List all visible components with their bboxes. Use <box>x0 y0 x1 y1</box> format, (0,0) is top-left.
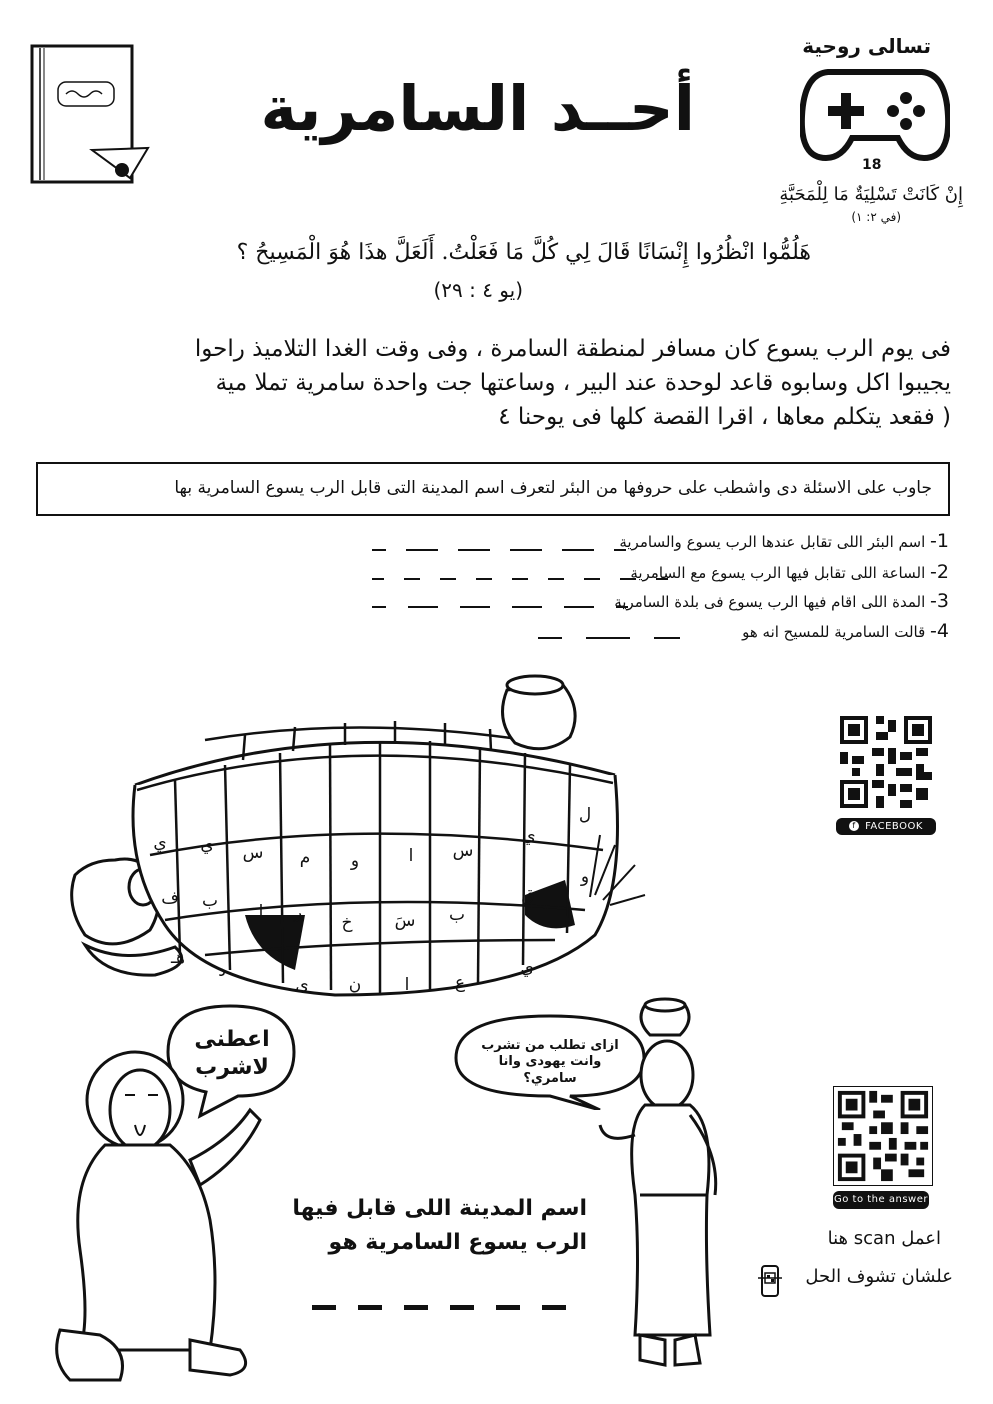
facebook-label[interactable] <box>836 818 936 835</box>
story-line: يجيبوا اكل وسابوه قاعد لوحدة عند البير ، وساعتها جت واحدة سامرية تملا مية <box>215 370 951 396</box>
verse-reference: (يو ٤ : ٢٩) <box>433 278 523 302</box>
well-letter[interactable]: ى <box>295 975 309 995</box>
well-letter[interactable]: ل <box>578 805 592 825</box>
tagline: إِنْ كَانَتْ تَسْلِيَةٌ مَا لِلْمَحَبَّةِ <box>779 184 963 205</box>
well-letter[interactable]: ر <box>293 903 303 923</box>
well-letter[interactable]: س <box>452 841 474 861</box>
well-letter[interactable]: ف <box>161 888 179 908</box>
question-text: قالت السامرية للمسيح انه هو <box>742 623 926 641</box>
well-letter[interactable]: هـ <box>171 948 185 968</box>
well-letter[interactable]: ي <box>520 958 534 978</box>
answer-blanks[interactable] <box>372 549 626 551</box>
well-letter[interactable]: ب <box>201 891 219 911</box>
well-letter[interactable]: ب <box>448 905 466 925</box>
samaritan-woman-illustration <box>595 995 735 1379</box>
woman-speech-text: ازاى تطلب من تشرب وانت يهودى وانا سامري؟ <box>481 1038 619 1086</box>
question-4 <box>742 620 949 642</box>
bible-book-icon <box>30 44 155 194</box>
story-line: فى يوم الرب يسوع كان مسافر لمنطقة السامرة ، وفى وقت الغدا التلاميذ راحوا <box>194 336 951 362</box>
instruction-box <box>36 462 950 516</box>
question-text: اسم البئر اللى تقابل عندها الرب يسوع والسامرية <box>619 533 926 551</box>
answer-blanks[interactable] <box>372 606 628 608</box>
story-line: ( فقعد يتكلم معاها ، اقرا القصة كلها فى يوحنا ٤ <box>498 404 951 430</box>
phone-scan-icon <box>758 1264 782 1302</box>
facebook-icon: f <box>849 821 859 831</box>
question-number: 4- <box>930 620 949 642</box>
answer-blanks[interactable] <box>538 637 680 639</box>
bible-verse: هَلُمُّوا انْظُرُوا إِنْسَانًا قَالَ لِي كُلَّ مَا فَعَلْتُ. أَلَعَلَّ هذَا هُوَ الْمَسِيحُ ؟ <box>236 240 811 265</box>
question-text: المدة اللى اقام فيها الرب يسوع فى بلدة السامرية <box>614 593 926 611</box>
page-title: أحــد السامرية <box>260 72 695 145</box>
facebook-label-text: FACEBOOK <box>865 821 923 832</box>
well-letter[interactable]: د <box>218 961 226 981</box>
well-letter[interactable]: و <box>350 851 360 871</box>
well-letter[interactable]: ن <box>348 975 362 995</box>
question-2 <box>630 561 949 583</box>
gamepad-icon <box>800 66 950 168</box>
question-number: 2- <box>930 561 949 583</box>
well-letter[interactable]: ق <box>521 886 535 906</box>
city-question <box>292 1192 587 1260</box>
well-letter[interactable]: م <box>299 848 311 868</box>
facebook-qr-code[interactable] <box>836 712 936 812</box>
question-3 <box>614 590 949 612</box>
scan-instruction-2: علشان تشوف الحل <box>805 1266 953 1287</box>
well-letter[interactable]: خ <box>341 913 353 933</box>
well-letter[interactable]: و <box>580 867 590 887</box>
well-letter[interactable]: سَ <box>394 911 416 931</box>
scan-instruction: اعمل scan هنا <box>827 1228 941 1249</box>
question-number: 1- <box>930 530 949 552</box>
question-text: الساعة اللى تقابل فيها الرب يسوع مع السامرية <box>630 564 926 582</box>
well-letter[interactable]: ع <box>454 973 466 993</box>
tagline-reference: (في ٢: ١) <box>851 210 901 224</box>
well-letter[interactable]: ي <box>522 826 536 846</box>
well-letter[interactable]: س <box>242 843 264 863</box>
answer-qr-code[interactable] <box>833 1086 933 1186</box>
well-letter[interactable]: ي <box>200 835 214 855</box>
city-answer-blanks[interactable] <box>312 1305 566 1310</box>
question-number: 3- <box>930 590 949 612</box>
answer-blanks[interactable] <box>372 578 668 580</box>
well-illustration <box>55 665 655 1045</box>
well-letter[interactable]: ا <box>258 902 264 922</box>
city-question-line2: الرب يسوع السامرية هو <box>328 1230 587 1255</box>
series-title: تسالى روحية <box>802 34 931 58</box>
page-number: 18 <box>862 157 882 173</box>
well-letter[interactable]: ي <box>153 833 167 853</box>
question-1 <box>619 530 949 552</box>
city-question-line1: اسم المدينة اللى قابل فيها <box>292 1196 587 1221</box>
story-paragraph <box>111 332 951 434</box>
jesus-speech-text: اعطنى لاشرب <box>194 1027 270 1080</box>
go-to-answer-label[interactable]: Go to the answer <box>833 1191 929 1209</box>
well-letter[interactable]: ا <box>404 975 410 995</box>
well-letter[interactable]: ا <box>408 846 414 866</box>
instruction-text: جاوب على الاسئلة دى واشطب على حروفها من البئر لتعرف اسم المدينة التى قابل الرب يسوع السامرية بها <box>174 478 932 498</box>
jesus-illustration <box>40 1050 280 1394</box>
